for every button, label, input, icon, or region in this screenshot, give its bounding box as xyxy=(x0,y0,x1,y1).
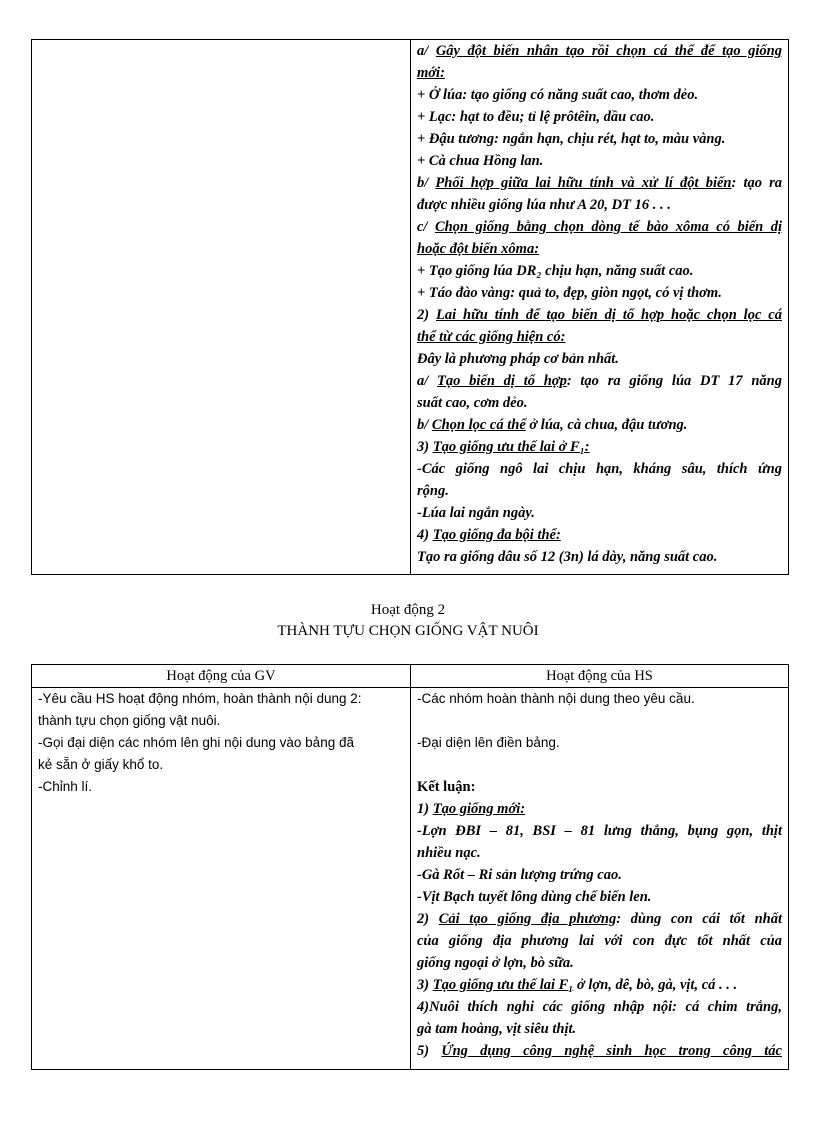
plant-line-prefix: b/ xyxy=(417,417,432,433)
conclusion-label: Kết luận: xyxy=(417,779,476,795)
plant-line xyxy=(411,458,788,480)
gv-line: thành tựu chọn giống vật nuôi. xyxy=(38,713,221,728)
plant-line xyxy=(411,370,788,392)
plant-line-suffix: : tạo ra giống lúa DT 17 năng xyxy=(566,373,782,389)
hs-line xyxy=(411,952,788,974)
hs-line xyxy=(411,820,788,842)
plant-line-prefix: b/ xyxy=(417,175,436,191)
plant-line-text: + Ở lúa: tạo giống có năng suất cao, thơm dẻo. xyxy=(417,87,699,103)
plant-line-text: Gây đột biến nhân tạo rồi chọn cá thể để tạo giống xyxy=(435,43,782,59)
plant-line-prefix: c/ xyxy=(417,219,435,235)
plant-content-lines xyxy=(411,40,788,568)
plant-line xyxy=(411,40,788,62)
gv-lines xyxy=(32,688,410,798)
gv-line: -Yêu cầu HS hoạt động nhóm, hoàn thành nội dung 2: xyxy=(38,691,362,706)
hs-line-text: Tạo giống ưu thế lai F₁ xyxy=(432,977,574,993)
hs-conclusion-lines xyxy=(411,798,788,1062)
plant-line-text: Chọn giống bằng chọn dòng tế bào xôma có biến dị xyxy=(434,219,782,235)
header-hs: Hoạt động của HS xyxy=(411,665,789,688)
plant-line xyxy=(411,480,788,502)
achievement-table-plants xyxy=(31,39,789,575)
plant-line-suffix: : tạo ra xyxy=(731,175,783,191)
plant-line-text: được nhiều giống lúa như A 20, DT 16 . . . xyxy=(417,197,671,213)
hs-line-text: -Lợn ĐBI – 81, BSI – 81 lưng thẳng, bụng gọn, thịt xyxy=(417,823,782,839)
plant-line-text: + Cà chua Hồng lan. xyxy=(417,153,544,169)
activity-titles xyxy=(0,600,816,642)
plant-line-text: + Táo đào vàng: quả to, đẹp, giòn ngọt, có vị thơm. xyxy=(417,285,722,301)
hs-line xyxy=(411,842,788,864)
hs-line-text: -Gà Rốt – Ri sản lượng trứng cao. xyxy=(417,867,622,883)
plant-line-text: rộng. xyxy=(417,483,449,499)
plant-line-text: Phối hợp giữa lai hữu tính và xử lí đột biến xyxy=(435,175,732,191)
plant-line-text: suất cao, cơm dẻo. xyxy=(417,395,528,411)
plant-line xyxy=(411,326,788,348)
plant-line xyxy=(411,194,788,216)
hs-intro-2: -Đại diện lên điền bảng. xyxy=(417,735,560,750)
plant-line-prefix: 3) xyxy=(417,439,433,455)
plant-line xyxy=(411,238,788,260)
empty-gv-cell xyxy=(32,40,411,575)
gv-line: -Chỉnh lí. xyxy=(38,779,93,794)
hs-line xyxy=(411,886,788,908)
hs-line xyxy=(411,1018,788,1040)
plant-line-text: Tạo giống đa bội thể: xyxy=(432,527,561,543)
hs-line-prefix: 2) xyxy=(417,911,439,927)
hs-line xyxy=(411,1040,788,1062)
plant-line xyxy=(411,216,788,238)
plant-line xyxy=(411,172,788,194)
plant-line-text: thể từ các giống hiện có: xyxy=(417,329,566,345)
hs-line-text: Ứng dụng công nghệ sinh học trong công tác xyxy=(441,1043,782,1059)
plant-line-prefix: 2) xyxy=(417,307,436,323)
plant-line xyxy=(411,546,788,568)
hs-cell xyxy=(411,688,789,1070)
plant-line-text: + Lạc: hạt to đều; tỉ lệ prôtêin, dầu cao. xyxy=(417,109,655,125)
activity-table xyxy=(31,664,789,1070)
hs-line-text: giống ngoại ở lợn, bò sữa. xyxy=(417,955,574,971)
plant-line xyxy=(411,128,788,150)
plant-line-text: -Lúa lai ngắn ngày. xyxy=(417,505,535,521)
hs-line xyxy=(411,974,788,996)
hs-line-text: -Vịt Bạch tuyết lông dùng chế biến len. xyxy=(417,889,652,905)
hs-line xyxy=(411,908,788,930)
plant-line-text: Tạo biến dị tổ hợp xyxy=(437,373,567,389)
hs-intro-1: -Các nhóm hoàn thành nội dung theo yêu cầu. xyxy=(417,691,695,706)
plant-line xyxy=(411,150,788,172)
plant-line-text: Tạo giống ưu thế lai ở F₁: xyxy=(432,439,590,455)
plant-line-text: Đây là phương pháp cơ bản nhất. xyxy=(417,351,619,367)
plant-line-text: Chọn lọc cá thể xyxy=(431,417,526,433)
plant-line xyxy=(411,304,788,326)
plant-line-text: mới: xyxy=(417,65,445,81)
plant-line-text: + Tạo giống lúa DR₂ chịu hạn, năng suất cao. xyxy=(417,263,694,279)
header-gv: Hoạt động của GV xyxy=(32,665,411,688)
hs-line-suffix: : dùng con cái tốt nhất xyxy=(616,911,782,927)
hs-line-text: 4)Nuôi thích nghi các giống nhập nội: cá chim trắng, xyxy=(417,999,782,1015)
plant-line-prefix: a/ xyxy=(417,373,438,389)
hs-line-text: của giống địa phương lai với con đực tốt nhất của xyxy=(417,933,782,949)
plant-line-text: hoặc đột biến xôma: xyxy=(417,241,540,257)
activity-heading: Hoạt động 2 xyxy=(370,602,446,618)
hs-line-prefix: 5) xyxy=(417,1043,442,1059)
hs-line xyxy=(411,864,788,886)
hs-line xyxy=(411,996,788,1018)
plant-line xyxy=(411,524,788,546)
plant-line xyxy=(411,260,788,282)
plant-line-text: -Các giống ngô lai chịu hạn, kháng sâu, thích ứng xyxy=(417,461,782,477)
gv-line: kẻ sẵn ở giấy khổ to. xyxy=(38,757,164,772)
plant-line-suffix: ở lúa, cà chua, đậu tương. xyxy=(525,417,688,433)
plant-line-text: Lai hữu tính để tạo biến dị tổ hợp hoặc chọn lọc cá xyxy=(436,307,782,323)
gv-line: -Gọi đại diện các nhóm lên ghi nội dung vào bảng đã xyxy=(38,735,354,750)
plant-line xyxy=(411,436,788,458)
hs-line xyxy=(411,930,788,952)
hs-line-prefix: 1) xyxy=(417,801,433,817)
plant-line-text: + Đậu tương: ngắn hạn, chịu rét, hạt to, màu vàng. xyxy=(417,131,726,147)
plant-line xyxy=(411,62,788,84)
plant-line xyxy=(411,348,788,370)
plant-line xyxy=(411,414,788,436)
plant-line-prefix: a/ xyxy=(417,43,436,59)
plant-line-text: Tạo ra giống dâu số 12 (3n) lá dày, năng suất cao. xyxy=(417,549,718,565)
activity-title: THÀNH TỰU CHỌN GIỐNG VẬT NUÔI xyxy=(277,623,539,639)
hs-line-suffix: ở lợn, dê, bò, gà, vịt, cá . . . xyxy=(573,977,738,993)
hs-line-prefix: 3) xyxy=(417,977,433,993)
plant-line xyxy=(411,282,788,304)
plant-line xyxy=(411,392,788,414)
hs-line-text: gà tam hoàng, vịt siêu thịt. xyxy=(417,1021,577,1037)
hs-line-text: Tạo giống mới: xyxy=(432,801,526,817)
gv-cell xyxy=(32,688,411,1070)
hs-line-text: nhiều nạc. xyxy=(417,845,481,861)
hs-line xyxy=(411,798,788,820)
plant-line xyxy=(411,106,788,128)
hs-line-text: Cải tạo giống địa phương xyxy=(438,911,617,927)
plant-line xyxy=(411,502,788,524)
plant-line xyxy=(411,84,788,106)
plant-line-prefix: 4) xyxy=(417,527,433,543)
plant-content-cell xyxy=(411,40,789,575)
